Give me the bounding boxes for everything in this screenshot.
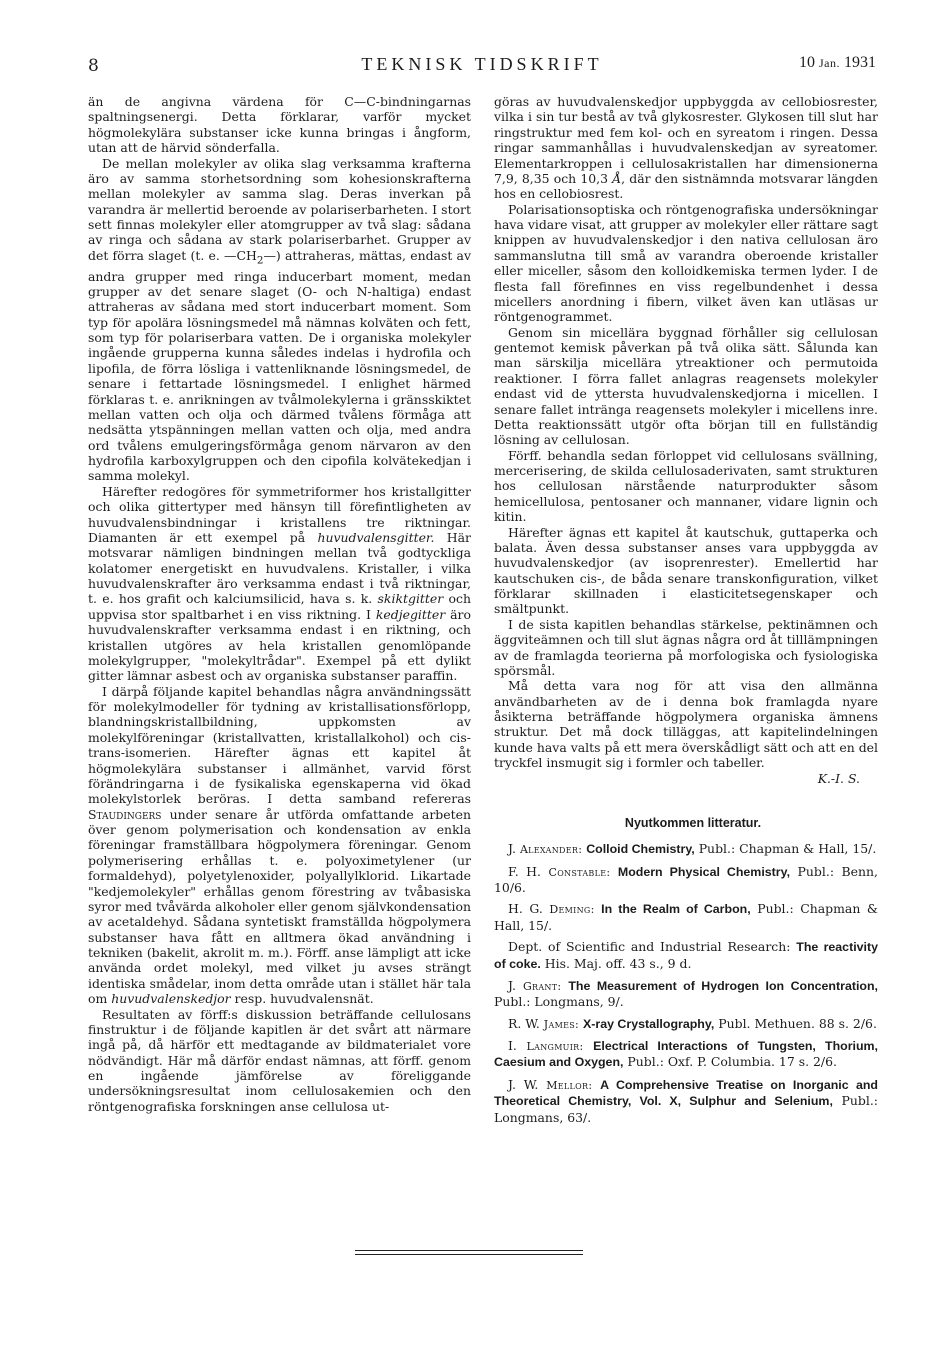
paragraph: De mellan molekyler av olika slag verksamma krafterna äro av samma storhetsordning som kohesionskrafterna mellan molekyler av samma slag. Deras inverkan på varandra är mellertid beroende av polariserbarheten. I stort sett finnas molekyler eller atomgrupper av två slag: sådana av ringa och sådana av stark polariserbarhet. Grupper av det förra slaget (t. e. $—CH_2—$) attraheras, mättas, endast av andra grupper med ringa inducerbart moment, medan grupper av det senare slaget (O- och N-haltiga) endast attraheras av sådana med stort inducerbart moment. Som typ för apolära lösningsmedel må nämnas kolväten och fett, som typ för polariserbara vatten. De i organiska molekyler ingående grupperna kunna således indelas i hydrofila och lipofila, de förra lösliga i vattenliknande lösningsmedel, de senare i fettartade lösningsmedel. I enlighet härmed förklaras t. e. anrikningen av tvålmolekylerna i gränsskiktet mellan vatten och olja och därmed tvålens förmåga att nedsätta ytspänningen mellan vatten och olja, med andra ord tvålens emulgeringsförmåga genom närvaron av den hydrofila karboxylgruppen och den cipofila kolvätekedjan i samma molekyl. bbox=[88, 155, 471, 484]
end-rule-top bbox=[355, 1250, 583, 1251]
literature-list bbox=[494, 841, 878, 1125]
date-month: Jan. bbox=[819, 56, 840, 70]
literature-entry: R. W. James: X-ray Crystallography, Publ. Methuen. 88 s. 2/6. bbox=[508, 1015, 877, 1031]
paragraph: Resultaten av förff:s diskussion beträffande cellulosans finstruktur i de följande kapitlen är det svårt att närmare ingå på, då härför ett medtagande av bildmaterialet vore nödvändigt. Här må därför endast nämnas, att förff. genom en ingående jämförelse av föreliggande undersökningsresultat inom cellulosakemien och den röntgenografiska forskningen anse cellulosa ut- bbox=[88, 1006, 471, 1114]
literature-entry: J. Alexander: Colloid Chemistry, Publ.: Chapman & Hall, 15/. bbox=[508, 841, 877, 857]
review-signature: K.-I. S. bbox=[817, 770, 860, 786]
paragraph: göras av huvudvalenskedjor uppbyggda av cellobiosrester, vilka i sin tur bestå av två glykosrester. Glykosen till slut har ringstruktur med fem kol- och en syreatom i ringen. Dessa ringar sammanhållas i huvudvalenskedjan av syreatomer. Elementarkroppen i cellulosakristallen har dimensionerna 7,9, 8,35 och 10,3 Å, där den sistnämnda motsvarar längden hos en cellobiosrest. bbox=[494, 94, 878, 202]
paragraph: Genom sin micellära byggnad förhåller sig cellulosan gentemot kemisk påverkan på två olika sätt. Sålunda kan man särskilja micellära ytreaktioner och permutoida reaktioner. I förra fallet anlagras reagensets molekyler endast vid de yttersta huvudvalenskedjorna i micellen. I senare fallet intränga reagensets molekyler i micellens inre. Detta reaktionssätt utgör ofta början till en fullständig lösning av cellulosan. bbox=[494, 324, 878, 448]
paragraph: I de sista kapitlen behandlas stärkelse, pektinämnen och äggviteämnen och till slut ägnas några ord åt tilllämpningen av de framlagda teorierna på morfologiska och fysiologiska spörsmål. bbox=[494, 616, 878, 678]
journal-title: TEKNISK TIDSKRIFT bbox=[361, 54, 603, 74]
paragraph: Härefter ägnas ett kapitel åt kautschuk, guttaperka och balata. Även dessa substanser anses vara uppbyggda av huvudvalenskedjor (av isoprenrester). Emellertid har kautschuken cis-, de båda senare transkonfiguration, vilket förklarar skillnaden i elasticitetsegenskaper och smältpunkt. bbox=[494, 524, 878, 617]
paragraph: Polarisationsoptiska och röntgenografiska undersökningar hava vidare visat, att grupper av molekyler eller rättare sagt knippen av huvudvalenskedjor i den nativa cellulosan äro sammanslutna till små av varandra oberoende kristaller eller miceller, såsom den kolloidkemiska termen lyder. I de flesta fall förefinnes en viss regelbundenhet i dessa micellers anordning i fibern, vilket även kan utläsas ur röntgenogrammet. bbox=[494, 201, 878, 325]
page-number: 8 bbox=[88, 56, 99, 76]
end-rule-bottom bbox=[355, 1254, 583, 1255]
paragraph: Må detta vara nog för att visa den allmänna användbarheten av de i denna bok framlagda nyare åsikterna beträffande högpolymera organiska ämnens struktur. Det må dock tilläggas, att kapitelindelningen kunde hava valts på ett mera överskådligt sätt och att en del tryckfel insmugit sig i formler och tabeller. bbox=[494, 678, 878, 771]
literature-entry: J. Grant: The Measurement of Hydrogen Ion Concentration, Publ.: Longmans, 9/. bbox=[494, 977, 878, 1010]
date-day: 10 bbox=[799, 54, 815, 71]
paragraph: Härefter redogöres för symmetriformer hos kristallgitter och olika gittertyper med hänsyn till förefintligheten av huvudvalensbindningar i kristallens tre riktningar. Diamanten är ett exempel på huvudvalensgitter. Här motsvarar nämligen bindningen mellan två godtyckliga kolatomer energetiskt en huvudvalens. Kristaller, i vilka huvudvalenskrafter äro verksamma endast i två riktningar, t. e. hos grafit och kalciumsilicid, hava s. k. skiktgitter och uppvisa stor spaltbarhet i en viss riktning. I kedjegitter äro huvudvalenskrafter verksamma endast i en riktning, och kristallen utgöres av hela kristallen genomlöpande molekylgrupper, "molekyltrådar". Exempel på ett dylikt gitter lämnar asbest och av organiska substanser paraffin. bbox=[88, 483, 472, 684]
issue-date bbox=[799, 54, 876, 72]
date-year: 1931 bbox=[844, 54, 876, 71]
literature-entry: J. W. Mellor: A Comprehensive Treatise on Inorganic and Theoretical Chemistry, Vol. X, Sulphur and Selenium, Publ.: Longmans, 63/. bbox=[494, 1076, 878, 1125]
literature-entry: F. H. Constable: Modern Physical Chemistry, Publ.: Benn, 10/6. bbox=[494, 863, 878, 895]
literature-entry: Dept. of Scientific and Industrial Research: The reactivity of coke. His. Maj. off. 43 s., 9 d. bbox=[494, 939, 878, 971]
new-literature-section bbox=[494, 816, 878, 1125]
paragraph: I därpå följande kapitel behandlas några användningssätt för molekylmodeller för tydning av kristallisationsförlopp, blandningskristallbildning, uppkomsten av molekylföreningar (kristallvatten, kristallalkohol) och cis-trans-isomerien. Härefter ägnas ett kapitel åt högmolekylära substanser i allmänhet, varvid först förändringarna i de fysikaliska egenskaperna vid ökad molekylstorlek beröras. I detta samband refereras Staudingers under senare år utförda omfattande arbeten över genom polymerisation och kondensation av enkla föreningar framställbara högpolymera föreningar. Genom polymerisering erhållas t. e. polyoximetylener (ur formaldehyd), polyetylenoxider, polyallylklorid. Likartade "kedjemolekyler" erhållas genom förestring av tvåbasiska syror med tvåvärda alkoholer eller genom självkondensation av acetaldehyd. Sådana syntetiskt framställda högpolymera substanser hava fått en alltmera ökad användning i tekniken (bakelit, akrolit m. m.). Förff. anse lämpligt att icke använda ordet molekyl, med vilket ju avses strängt identiska smådelar, inom detta område utan i stället här tala om huvudvalenskedjor resp. huvudvalensnät. bbox=[88, 683, 471, 1007]
right-column bbox=[494, 94, 878, 1131]
literature-entry: H. G. Deming: In the Realm of Carbon, Publ.: Chapman & Hall, 15/. bbox=[494, 901, 878, 933]
left-column bbox=[88, 94, 471, 1114]
literature-heading: Nyutkommen litteratur. bbox=[624, 815, 762, 830]
literature-entry: I. Langmuir: Electrical Interactions of Tungsten, Thorium, Caesium and Oxygen, Publ.: Oxf. P. Columbia. 17 s. 2/6. bbox=[494, 1038, 878, 1070]
paragraph: Förff. behandla sedan förloppet vid cellulosans svällning, mercerisering, de skilda cellulosaderivaten, samt strukturen hos cellulosan närstående naturprodukter såsom hemicellulosa, pentosaner och mannaner, vidare lignin och kitin. bbox=[494, 447, 878, 525]
running-header bbox=[88, 54, 876, 82]
paragraph: än de angivna värdena för C—C-bindningarnas spaltningsenergi. Detta förklarar, varför mycket högmolekylära substanser icke kunna bringas i ångform, utan att de härvid sönderfalla. bbox=[88, 94, 471, 156]
